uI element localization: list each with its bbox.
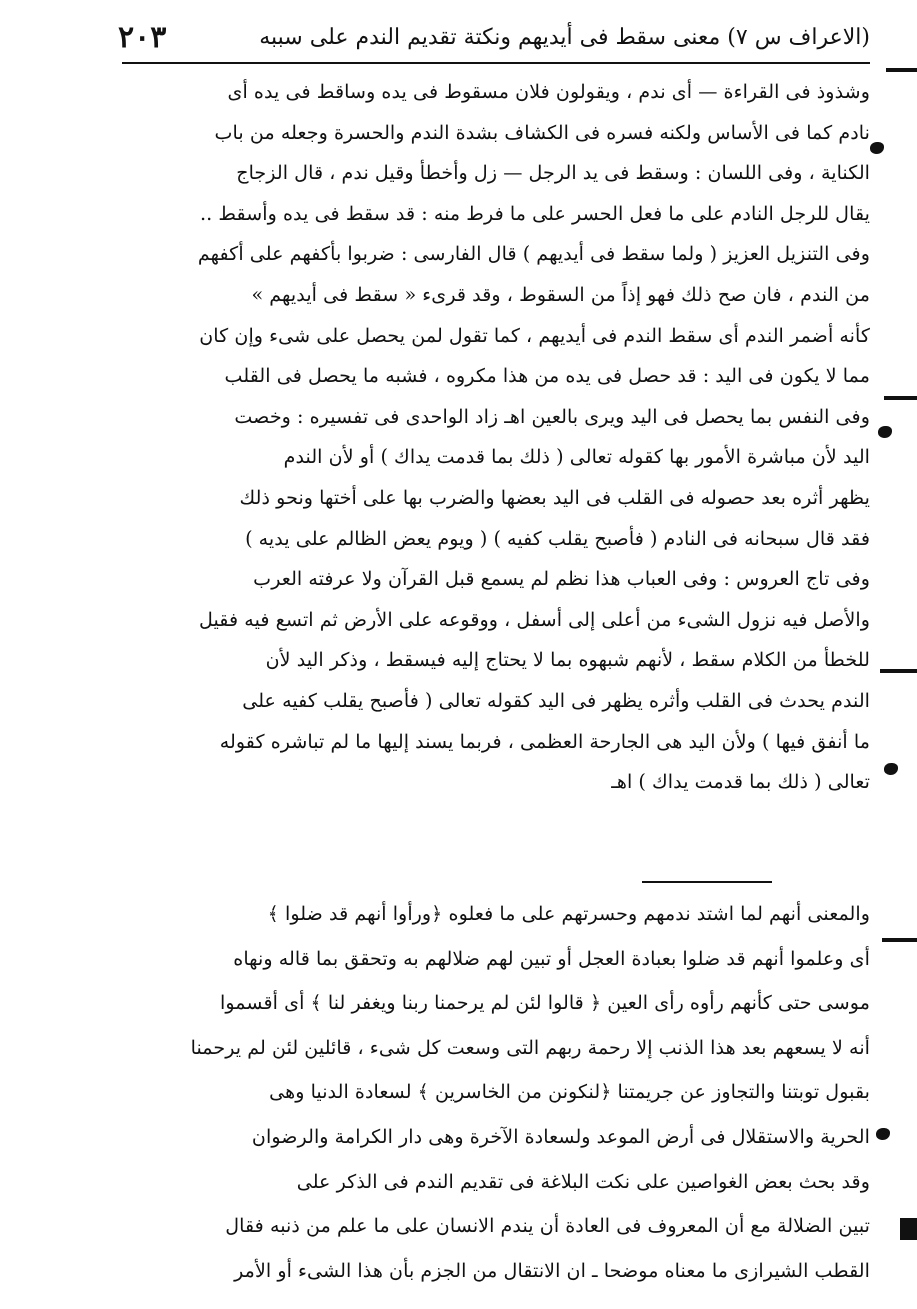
text-line: ما أنفق فيها ) ولأن اليد هى الجارحة العظمى ، فربما يسند إليها ما لم تباشره كقوله bbox=[219, 729, 870, 753]
text-line: وفى تاج العروس : وفى العباب هذا نظم لم يسمع قبل القرآن ولا عرفته العرب bbox=[253, 567, 870, 591]
text-line: للخطأ من الكلام سقط ، لأنهم شبهوه بما لا يحتاج إليه فيسقط ، وذكر اليد لأن bbox=[265, 648, 870, 672]
text-line: أنه لا يسعهم بعد هذا الذنب إلا رحمة ربهم التى وسعت كل شىء ، قائلين لئن لم يرحمنا bbox=[190, 1035, 870, 1059]
header-rule bbox=[122, 62, 870, 64]
text-line: وشذوذ فى القراءة — أى ندم ، ويقولون فلان مسقوط فى يده وساقط فى يده أى bbox=[227, 80, 870, 103]
text-line: تعالى ( ذلك بما قدمت يداك ) اهـ bbox=[611, 770, 870, 794]
text-line: تبين الضلالة مع أن المعروف فى العادة أن يندم الانسان على ما علم من ذنبه فقال bbox=[225, 1214, 870, 1238]
text-line: وفى النفس بما يحصل فى اليد ويرى بالعين اهـ زاد الواحدى فى تفسيره : وخصت bbox=[234, 404, 870, 428]
text-line: موسى حتى كأنهم رأوه رأى العين ﴿ قالوا لئن لم يرحمنا ربنا ويغفر لنا ﴾ أى أقسموا bbox=[220, 991, 870, 1015]
text-line: يظهر أثره بعد حصوله فى القلب فى اليد بعضها والضرب بها على أختها ونحو ذلك bbox=[239, 485, 870, 509]
text-line: من الندم ، فان صح ذلك فهو إذاً من السقوط ، وقد قرىء « سقط فى أيديهم » bbox=[251, 282, 870, 306]
text-line: وقد بحث بعض الغواصين على نكت البلاغة فى تقديم الندم فى الذكر على bbox=[296, 1169, 870, 1193]
margin-blot bbox=[878, 426, 892, 438]
commentary-text bbox=[118, 72, 870, 803]
text-line: الكناية ، وفى اللسان : وسقط فى يد الرجل — زل وأخطأ وقيل ندم ، قال الزجاج bbox=[236, 161, 870, 185]
margin-blot bbox=[870, 142, 884, 154]
text-line: وفى التنزيل العزيز ( ولما سقط فى أيديهم ) قال الفارسى : ضربوا بأكفهم على أكفهم bbox=[197, 242, 870, 266]
text-line: بقبول توبتنا والتجاوز عن جريمتنا ﴿لنكونن من الخاسرين ﴾ لسعادة الدنيا وهى bbox=[269, 1080, 870, 1104]
running-title: (الاعراف س ٧) معنى سقط فى أيديهم ونكتة تقديم الندم على سببه bbox=[259, 25, 870, 50]
text-line: كأنه أضمر الندم أى سقط الندم فى أيديهم ، كما تقول لمن يحصل على شىء وإن كان bbox=[199, 323, 870, 347]
footnote-separator bbox=[642, 881, 772, 883]
margin-blot bbox=[884, 763, 898, 775]
text-line: نادم كما فى الأساس ولكنه فسره فى الكشاف بشدة الندم والحسرة وجعله من باب bbox=[214, 120, 870, 144]
margin-mark bbox=[882, 938, 917, 942]
text-line: الندم يحدث فى القلب وأثره يظهر فى اليد كقوله تعالى ( فأصبح يقلب كفيه على bbox=[242, 688, 870, 712]
text-line: القطب الشيرازى ما معناه موضحا ـ ان الانتقال من الجزم بأن هذا الشىء أو الأمر bbox=[234, 1258, 870, 1282]
text-line: أى وعلموا أنهم قد ضلوا بعبادة العجل أو تبين لهم ضلالهم به وتحقق بما قاله ونهاه bbox=[233, 946, 870, 970]
text-line: مما لا يكون فى اليد : قد حصل فى يده من هذا مكروه ، فشبه ما يحصل فى القلب bbox=[224, 364, 870, 388]
text-line: الحرية والاستقلال فى أرض الموعد ولسعادة الآخرة وهى دار الكرامة والرضوان bbox=[251, 1124, 870, 1148]
page-header bbox=[118, 18, 870, 58]
text-line: اليد لأن مباشرة الأمور بها كقوله تعالى ( ذلك بما قدمت يداك ) أو لأن الندم bbox=[283, 445, 870, 469]
page-number: ٢٠٣ bbox=[118, 20, 167, 55]
text-line: والمعنى أنهم لما اشتد ندمهم وحسرتهم على ما فعلوه ﴿ورأوا أنهم قد ضلوا ﴾ bbox=[267, 902, 870, 925]
margin-mark bbox=[900, 1218, 917, 1240]
main-text bbox=[118, 892, 870, 1293]
text-line: فقد قال سبحانه فى النادم ( فأصبح يقلب كفيه ) ( ويوم يعض الظالم على يديه ) bbox=[245, 526, 870, 550]
margin-mark bbox=[884, 396, 917, 400]
text-line: يقال للرجل النادم على ما فعل الحسر على ما فرط منه : قد سقط فى يده وأسقط .. bbox=[200, 201, 870, 225]
margin-mark bbox=[880, 669, 917, 673]
margin-blot bbox=[876, 1128, 890, 1140]
text-line: والأصل فيه نزول الشىء من أعلى إلى أسفل ، ووقوعه على الأرض ثم اتسع فيه فقيل bbox=[198, 607, 870, 631]
margin-mark bbox=[886, 68, 917, 72]
